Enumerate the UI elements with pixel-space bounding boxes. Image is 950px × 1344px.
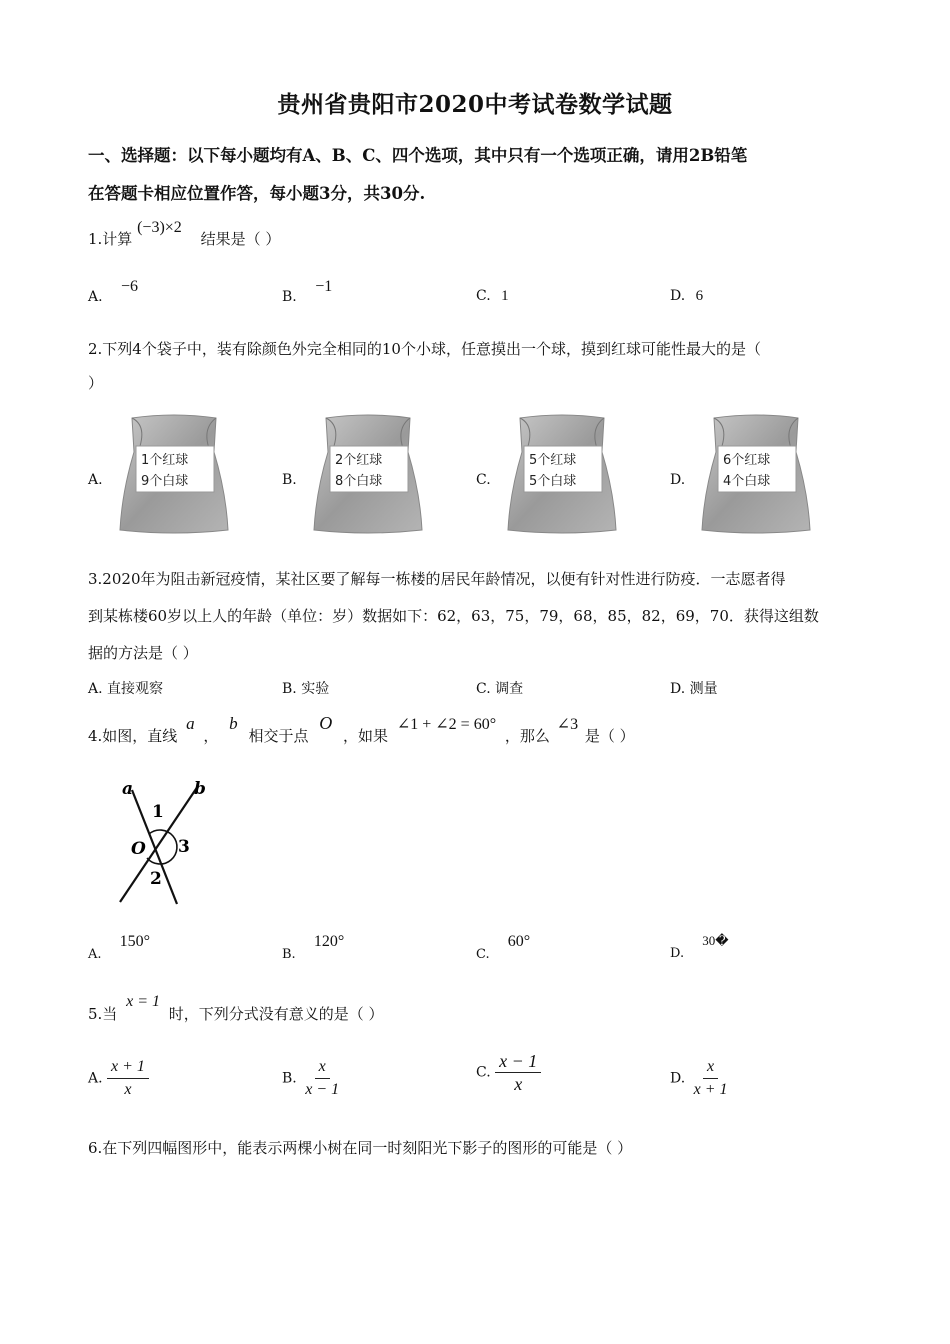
q4-option-c-label: C. [476, 947, 490, 962]
figure-label-a: a [122, 779, 134, 799]
q3-option-a-label: A. [88, 681, 103, 697]
q1-option-b [282, 278, 333, 306]
q1-option-a [88, 278, 139, 306]
q5-option-b-numerator: x [315, 1058, 330, 1079]
q3-option-a-value: 直接观察 [107, 681, 164, 697]
q4-mid: 相交于点 [248, 727, 309, 745]
q3-option-b-label: B. [282, 681, 297, 697]
q5-option-d-fraction [690, 1058, 732, 1099]
q1-option-b-label: B. [282, 289, 297, 305]
q5-option-d-denominator: x + 1 [693, 1081, 728, 1098]
q4-option-c-value: 60° [507, 933, 531, 950]
section-instructions-line1: 一、选择题：以下每小题均有A、B、C、四个选项，其中只有一个选项正确，请用2B铅笔 [88, 146, 748, 165]
q1-option-d-label: D. [670, 288, 686, 304]
figure-label-2: 2 [150, 869, 162, 889]
q1-option-c-label: C. [476, 288, 491, 304]
q5-option-a-fraction [107, 1058, 149, 1099]
q4-option-b [282, 933, 345, 963]
question-6: 6.在下列四幅图形中，能表示两棵小树在同一时刻阳光下影子的图形的可能是（ ） [88, 1139, 633, 1157]
q1-option-c-value: 1 [501, 288, 509, 304]
question-3-line1: 3.2020年为阻击新冠疫情，某社区要了解每一栋楼的居民年龄情况，以便有针对性进行防疫．一志愿者得 [88, 570, 786, 588]
q5-option-b-denominator: x − 1 [305, 1081, 340, 1098]
q5-option-d-numerator: x [703, 1058, 718, 1079]
q3-option-c-label: C. [476, 681, 491, 697]
q5-option-c-label: C. [476, 1064, 491, 1081]
q4-angle3: ∠3 [556, 716, 579, 733]
section-instructions-line2: 在答题卡相应位置作答，每小题3分，共30分. [88, 184, 426, 203]
q5-option-c-fraction [495, 1052, 541, 1093]
q1-option-d [670, 288, 703, 305]
q5-prefix: 5.当 [88, 1005, 118, 1023]
q5-option-d [670, 1058, 732, 1099]
q4-option-a-value: 150° [119, 933, 151, 950]
q5-condition: x = 1 [126, 993, 160, 1010]
q5-option-c-denominator: x [514, 1074, 523, 1094]
q4-option-d [670, 933, 729, 961]
question-3-line2: 到某栋楼60岁以上人的年龄（单位：岁）数据如下：62，63，75，79，68，85，82，69，70．获得这组数 [88, 607, 819, 625]
q5-option-c-numerator: x − 1 [495, 1052, 541, 1073]
q3-option-c [476, 678, 523, 698]
q1-prefix: 1.计算 [88, 230, 133, 248]
q3-option-b-value: 实验 [301, 681, 330, 697]
q5-option-b-fraction [301, 1058, 343, 1099]
q3-option-c-value: 调查 [495, 681, 524, 697]
q4-option-b-label: B. [282, 947, 296, 962]
figure-label-3: 3 [178, 837, 190, 857]
q4-line-b: b [229, 714, 238, 733]
q4-option-c [476, 933, 531, 963]
q4-mid2: ，如果 [343, 727, 389, 745]
q4-option-a-label: A. [88, 947, 102, 962]
intersecting-lines-figure [112, 772, 222, 907]
bag-a-image [118, 412, 230, 534]
q5-option-b [282, 1058, 343, 1099]
q4-option-a [88, 933, 151, 963]
q1-option-a-value: −6 [121, 278, 139, 295]
q3-option-d [670, 678, 718, 698]
q1-option-b-value: −1 [315, 278, 333, 295]
q5-option-a-denominator: x [124, 1081, 132, 1098]
q1-option-d-value: 6 [695, 288, 704, 304]
q2-option-d-label: D. [670, 472, 686, 488]
q3-option-a [88, 678, 163, 698]
q4-point-o: O [319, 713, 333, 733]
q4-option-d-value: 30� [702, 933, 729, 948]
q5-suffix: 时，下列分式没有意义的是（ ） [168, 1005, 384, 1023]
bag-c-image [506, 412, 618, 534]
figure-label-b: b [194, 779, 206, 799]
question-3-line3: 据的方法是（ ） [88, 644, 198, 662]
bag-b-white-text: 8个白球 [335, 474, 383, 489]
q1-suffix: 结果是（ ） [200, 230, 281, 248]
bag-d-white-text: 4个白球 [723, 474, 771, 489]
q1-option-c [476, 288, 509, 305]
bag-a-red-text: 1个红球 [141, 453, 189, 468]
q4-mid3: ，那么 [504, 727, 550, 745]
q2-option-a-label: A. [88, 472, 103, 488]
q1-option-a-label: A. [88, 289, 103, 305]
q3-option-b [282, 678, 329, 698]
q3-option-d-value: 测量 [689, 681, 718, 697]
figure-label-1: 1 [152, 802, 164, 822]
question-2-line2: ） [88, 374, 104, 392]
q4-suffix: 是（ ） [584, 727, 635, 745]
q1-expression: (−3)×2 [137, 219, 182, 236]
bag-b-red-text: 2个红球 [335, 453, 383, 468]
bag-a-white-text: 9个白球 [141, 474, 189, 489]
question-4 [88, 713, 635, 746]
q5-option-a [88, 1058, 149, 1099]
question-2-line1: 2.下列4个袋子中，装有除颜色外完全相同的10个小球，任意摸出一个球，摸到红球可能性最大的是（ [88, 340, 761, 358]
bag-c-red-text: 5个红球 [529, 453, 577, 468]
bag-c-white-text: 5个白球 [529, 474, 577, 489]
q4-prefix: 4.如图，直线 [88, 727, 178, 745]
q5-option-a-label: A. [88, 1070, 103, 1087]
question-1 [88, 219, 281, 249]
q4-option-d-label: D. [670, 946, 685, 961]
q4-comma: ， [203, 727, 219, 745]
bag-d-red-text: 6个红球 [723, 453, 771, 468]
q2-option-c-label: C. [476, 472, 491, 488]
q5-option-b-label: B. [282, 1070, 297, 1087]
q3-option-d-label: D. [670, 681, 686, 697]
q5-option-d-label: D. [670, 1070, 686, 1087]
q5-option-c [476, 1052, 541, 1093]
q5-option-a-numerator: x + 1 [107, 1058, 149, 1079]
page-title: 贵州省贵阳市2020中考试卷数学试题 [277, 91, 673, 118]
q4-option-b-value: 120° [313, 933, 345, 950]
bag-b-image [312, 412, 424, 534]
figure-label-o: O [131, 839, 146, 859]
question-5 [88, 993, 384, 1024]
bag-d-image [700, 412, 812, 534]
q4-line-a: a [186, 714, 195, 733]
q2-option-b-label: B. [282, 472, 297, 488]
q4-condition: ∠1 + ∠2 = 60° [396, 716, 497, 733]
